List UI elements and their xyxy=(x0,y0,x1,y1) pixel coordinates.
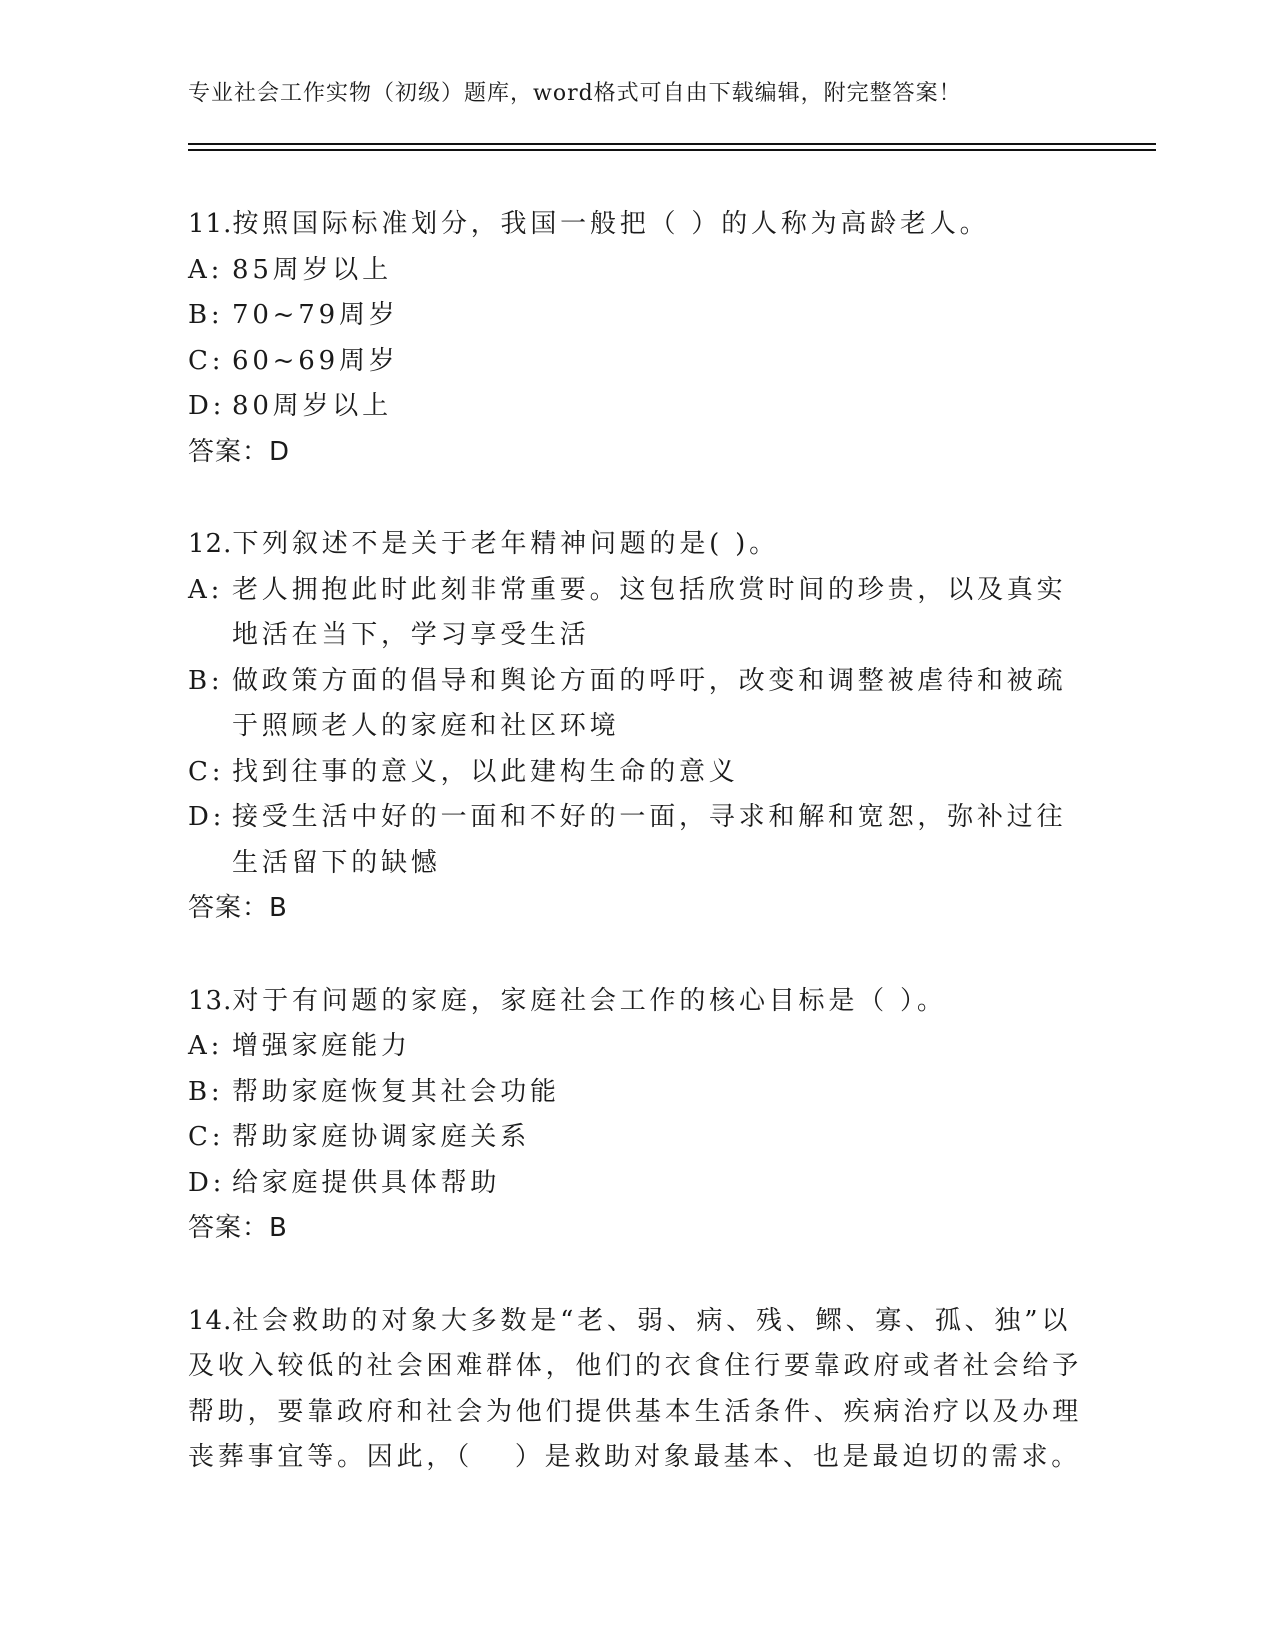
question-stem xyxy=(188,202,1088,248)
option-c xyxy=(188,750,1088,796)
question-number: 11. xyxy=(188,209,233,239)
option-text: 帮助家庭协调家庭关系 xyxy=(232,1122,531,1152)
question-stem xyxy=(188,979,1088,1025)
option-text: 60~69周岁 xyxy=(232,345,399,376)
question-stem-text: 帮助，要靠政府和社会为他们提供基本生活条件、疾病治疗以及办理 xyxy=(188,1396,1083,1427)
option-text: 老人拥抱此时此刻非常重要。这包括欣赏时间的珍贵，以及真实地活在当下，学习享受生活 xyxy=(232,574,1067,650)
header-rule-top xyxy=(188,143,1156,145)
question-number: 14. xyxy=(188,1305,233,1336)
question-13 xyxy=(188,979,1088,1252)
option-c xyxy=(188,339,1088,385)
answer: 答案：B xyxy=(188,1213,288,1243)
option-letter: A: xyxy=(188,574,224,605)
option-letter: B: xyxy=(188,1076,224,1107)
option-b xyxy=(188,293,1088,339)
option-text: 70~79周岁 xyxy=(232,300,399,330)
option-letter: D: xyxy=(188,1167,226,1198)
option-letter: A: xyxy=(188,254,224,285)
option-letter: D: xyxy=(188,391,226,421)
question-stem xyxy=(188,1390,1088,1436)
question-stem-text: 社会救助的对象大多数是“老、弱、病、残、鳏、寡、孤、独”以 xyxy=(232,1305,1072,1336)
option-a xyxy=(188,1024,1088,1070)
option-letter: A: xyxy=(188,1031,224,1061)
header-title: 专业社会工作实物（初级）题库，word格式可自由下载编辑，附完整答案！ xyxy=(188,81,962,106)
question-11 xyxy=(188,202,1088,475)
question-stem-text: 丧葬事宜等。因此，（ ）是救助对象最基本、也是最迫切的需求。 xyxy=(188,1442,1082,1472)
question-stem-text: 对于有问题的家庭，家庭社会工作的核心目标是（ ）。 xyxy=(232,985,947,1016)
question-stem-text: 按照国际标准划分，我国一般把（ ）的人称为高龄老人。 xyxy=(232,209,990,239)
question-stem xyxy=(188,1435,1088,1481)
option-a xyxy=(188,568,1088,659)
header-rule-bottom xyxy=(188,149,1156,151)
question-stem xyxy=(188,1299,1088,1345)
option-a xyxy=(188,248,1088,294)
option-letter: B: xyxy=(188,665,224,696)
option-text: 85周岁以上 xyxy=(232,254,392,285)
option-text: 80周岁以上 xyxy=(232,391,392,421)
option-text: 做政策方面的倡导和舆论方面的呼吁，改变和调整被虐待和被疏于照顾老人的家庭和社区环境 xyxy=(232,665,1067,741)
option-d xyxy=(188,1161,1088,1207)
question-stem xyxy=(188,522,1088,568)
option-text: 接受生活中好的一面和不好的一面，寻求和解和宽恕，弥补过往生活留下的缺憾 xyxy=(232,802,1067,878)
question-stem-text: 及收入较低的社会困难群体，他们的衣食住行要靠政府或者社会给予 xyxy=(188,1351,1083,1381)
option-c xyxy=(188,1115,1088,1161)
question-14 xyxy=(188,1299,1088,1481)
option-text: 增强家庭能力 xyxy=(232,1031,411,1061)
answer: 答案：D xyxy=(188,436,291,467)
question-number: 12. xyxy=(188,529,233,559)
option-letter: C: xyxy=(188,345,225,376)
question-12 xyxy=(188,522,1088,932)
question-list xyxy=(188,202,1088,1528)
option-letter: C: xyxy=(188,1122,225,1152)
option-b xyxy=(188,1070,1088,1116)
question-stem-text: 下列叙述不是关于老年精神问题的是( )。 xyxy=(232,529,779,559)
option-text: 给家庭提供具体帮助 xyxy=(232,1167,501,1198)
option-letter: D: xyxy=(188,802,226,832)
option-text: 帮助家庭恢复其社会功能 xyxy=(232,1076,560,1107)
question-stem xyxy=(188,1344,1088,1390)
option-letter: B: xyxy=(188,300,224,330)
option-letter: C: xyxy=(188,756,225,787)
option-d xyxy=(188,384,1088,430)
option-d xyxy=(188,795,1088,886)
option-b xyxy=(188,659,1088,750)
answer: 答案：B xyxy=(188,893,288,923)
question-number: 13. xyxy=(188,985,233,1016)
option-text: 找到往事的意义，以此建构生命的意义 xyxy=(232,756,739,787)
